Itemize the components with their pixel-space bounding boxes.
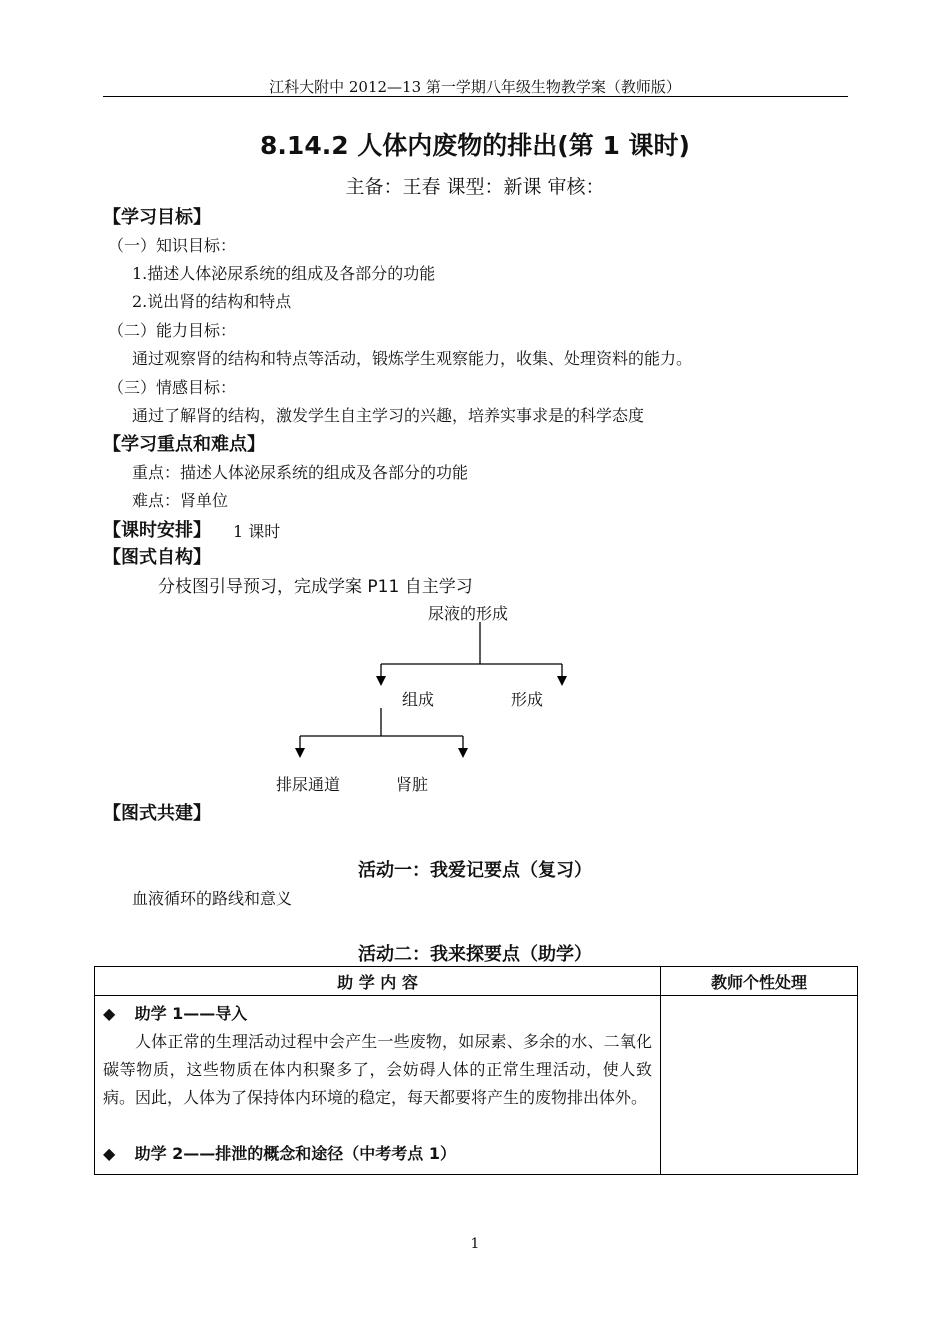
emotion-goal-label: （三）情感目标：	[108, 378, 237, 397]
knowledge-item: 1.描述人体泌尿系统的组成及各部分的功能	[132, 264, 436, 283]
tree-node-root: 尿液的形成	[428, 604, 509, 623]
difficult-point-text: 难点：肾单位	[132, 491, 229, 510]
tree-node-urinary-tract: 排尿通道	[276, 775, 341, 794]
helper1-line	[103, 1000, 652, 1028]
heading-learning-goals: 【学习目标】	[103, 207, 211, 228]
key-point-text: 重点：描述人体泌尿系统的组成及各部分的功能	[132, 463, 469, 482]
col-header-teacher: 教师个性处理	[661, 967, 858, 996]
heading-key-points: 【学习重点和难点】	[103, 434, 265, 455]
page-header: 江科大附中 2012—13 第一学期八年级生物教学案（教师版）	[269, 78, 681, 96]
self-build-intro: 分枝图引导预习，完成学案 P11 自主学习	[158, 577, 473, 597]
diamond-bullet-icon: ◆	[103, 1144, 116, 1163]
tree-node-composition: 组成	[402, 690, 435, 709]
heading-self-build: 【图式自构】	[103, 547, 211, 568]
helper1-label: 助学 1——导入	[134, 1004, 248, 1023]
teacher-notes-cell[interactable]	[661, 996, 858, 1175]
tree-node-formation: 形成	[511, 690, 544, 709]
ability-goal-text: 通过观察肾的结构和特点等活动，锻炼学生观察能力，收集、处理资料的能力。	[132, 349, 693, 368]
helper1-text: 人体正常的生理活动过程中会产生一些废物，如尿素、多余的水、二氧化碳等物质，这些物质在体内积聚多了，会妨碍人体的正常生理活动，使人致病。因此，人体为了保持体内环境的稳定，每天都要将产生的废物排出体外。	[103, 1032, 652, 1107]
heading-schedule: 【课时安排】	[103, 520, 211, 541]
page-subtitle: 主备：王春 课型：新课 审核：	[345, 176, 605, 198]
activity2-title: 活动二：我来探要点（助学）	[358, 944, 592, 965]
activity1-text: 血液循环的路线和意义	[132, 889, 293, 908]
help-table	[94, 966, 858, 1175]
tree-node-kidney: 肾脏	[396, 775, 429, 794]
col-header-content: 助 学 内 容	[95, 967, 661, 996]
help-table-row	[95, 996, 858, 1175]
knowledge-goal-label: （一）知识目标：	[108, 236, 237, 255]
page-number: 1	[470, 1236, 480, 1252]
heading-co-build: 【图式共建】	[103, 803, 211, 824]
help-content-cell	[95, 996, 661, 1175]
ability-goal-label: （二）能力目标：	[108, 321, 237, 340]
knowledge-item: 2.说出肾的结构和特点	[132, 292, 292, 311]
emotion-goal-text: 通过了解肾的结构，激发学生自主学习的兴趣，培养实事求是的科学态度	[132, 406, 645, 425]
diamond-bullet-icon: ◆	[103, 1004, 116, 1023]
help-table-header-row	[95, 967, 858, 996]
activity1-title: 活动一：我爱记要点（复习）	[358, 860, 592, 881]
helper2-line	[103, 1140, 652, 1168]
schedule-value: 1 课时	[233, 522, 281, 541]
page-title: 8.14.2 人体内废物的排出(第 1 课时)	[260, 131, 690, 160]
helper2-label: 助学 2——排泄的概念和途径（中考考点 1）	[134, 1144, 456, 1163]
